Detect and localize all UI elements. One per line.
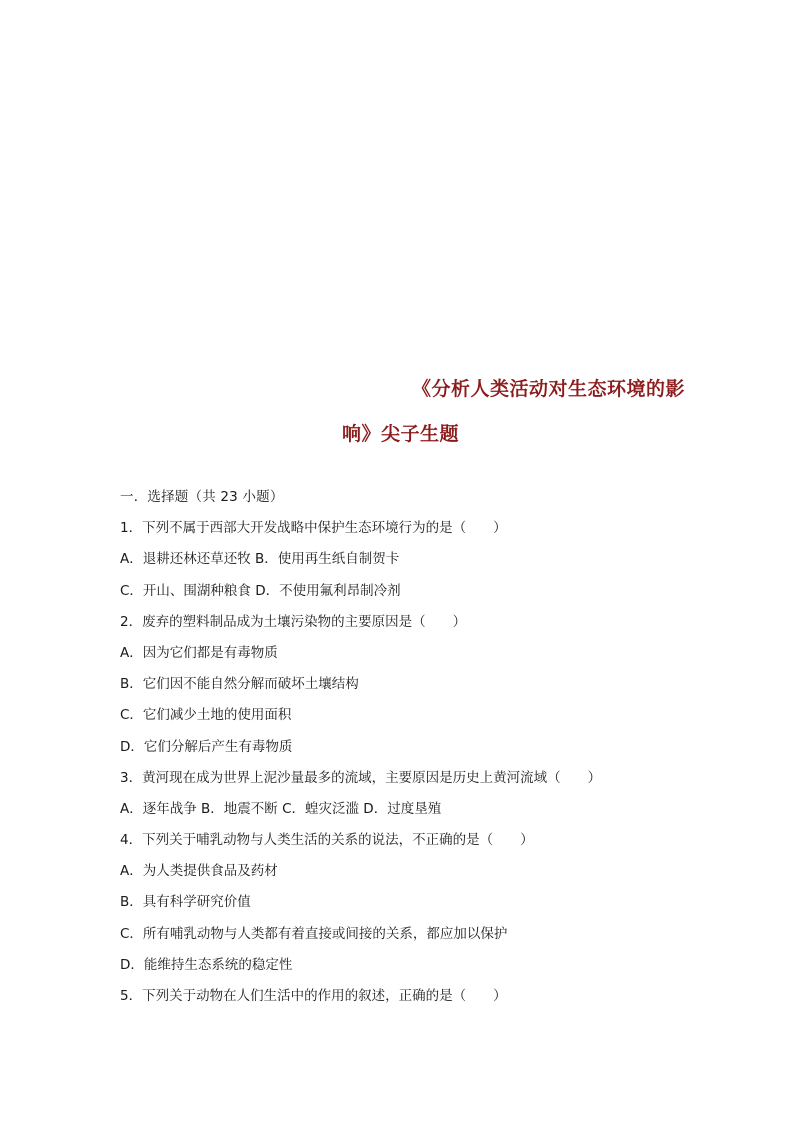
question-2-option-b: B．它们因不能自然分解而破坏土壤结构 [120, 676, 359, 693]
question-3-stem: 3．黄河现在成为世界上泥沙量最多的流域，主要原因是历史上黄河流域（ ） [120, 769, 602, 786]
question-2-option-a: A．因为它们都是有毒物质 [120, 644, 278, 661]
question-body [120, 486, 720, 1016]
question-5-stem: 5．下列关于动物在人们生活中的作用的叙述，正确的是（ ） [120, 988, 507, 1004]
question-4-option-b: B．具有科学研究价值 [120, 894, 251, 911]
question-2-option-c: C．它们减少土地的使用面积 [120, 707, 292, 724]
question-4-option-a: A．为人类提供食品及药材 [120, 863, 278, 880]
question-4-stem: 4．下列关于哺乳动物与人类生活的关系的说法，不正确的是（ ） [120, 832, 534, 849]
question-1-options-cd: C．开山、围湖种粮食 D．不使用氟利昂制冷剂 [120, 582, 401, 599]
question-4-option-c: C．所有哺乳动物与人类都有着直接或间接的关系，都应加以保护 [120, 925, 508, 942]
document-title-line-2: 响》尖子生题 [342, 423, 460, 445]
question-2-option-d: D．它们分解后产生有毒物质 [120, 738, 293, 755]
document-title-line-1: 《分析人类活动对生态环境的影 [412, 378, 686, 400]
question-1-stem: 1．下列不属于西部大开发战略中保护生态环境行为的是（ ） [120, 520, 507, 537]
question-3-options: A．逐年战争 B．地震不断 C．蝗灾泛滥 D．过度垦殖 [120, 800, 442, 817]
question-2-stem: 2．废弃的塑料制品成为土壤污染物的主要原因是（ ） [120, 613, 467, 630]
question-1-options-ab: A．退耕还林还草还牧 B．使用再生纸自制贺卡 [120, 551, 400, 568]
question-4-option-d: D．能维持生态系统的稳定性 [120, 956, 293, 973]
section-heading: 一．选择题（共 23 小题） [120, 489, 284, 505]
